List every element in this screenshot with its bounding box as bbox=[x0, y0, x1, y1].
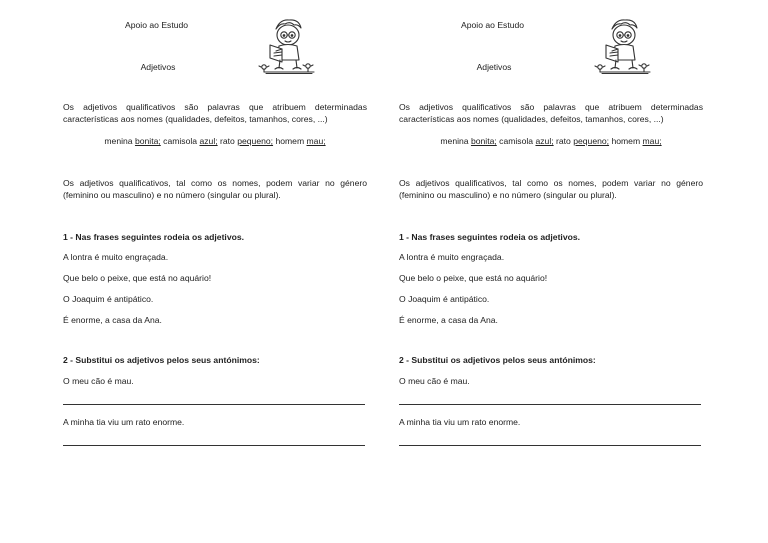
exercise-1-sentence: A lontra é muito engraçada. bbox=[63, 252, 169, 262]
intro-paragraph: Os adjetivos qualificativos são palavras que atribuem determinadas características aos nomes (qualidades, defeitos, tamanhos, cores, ...) bbox=[399, 102, 703, 124]
worksheet-left bbox=[63, 0, 369, 543]
example-noun: camisola bbox=[163, 136, 198, 146]
exercise-1-sentence: O Joaquim é antipático. bbox=[63, 294, 154, 304]
exercise-2-title: 2 - Substitui os adjetivos pelos seus antónimos: bbox=[63, 355, 260, 365]
examples-line bbox=[399, 135, 703, 147]
worksheet-topic: Adjetivos bbox=[140, 62, 176, 72]
example-adjective: mau; bbox=[306, 136, 326, 146]
example-noun: rato bbox=[556, 136, 571, 146]
exercise-1-sentence: O Joaquim é antipático. bbox=[399, 294, 490, 304]
exercise-2-sentence: A minha tia viu um rato enorme. bbox=[399, 417, 521, 427]
example-adjective: pequeno; bbox=[573, 136, 610, 146]
examples-line bbox=[63, 135, 367, 147]
reading-boy-icon bbox=[592, 15, 654, 77]
answer-line[interactable] bbox=[63, 445, 365, 446]
exercise-1-title: 1 - Nas frases seguintes rodeia os adjetivos. bbox=[63, 232, 245, 242]
variation-paragraph: Os adjetivos qualificativos, tal como os nomes, podem variar no género (feminino ou masculino) e no número (singular ou plural). bbox=[63, 178, 367, 200]
example-adjective: azul; bbox=[535, 136, 554, 146]
exercise-1-sentence: Que belo o peixe, que está no aquário! bbox=[399, 273, 548, 283]
exercise-2-title: 2 - Substitui os adjetivos pelos seus antónimos: bbox=[399, 355, 596, 365]
worksheet-topic: Adjetivos bbox=[476, 62, 512, 72]
exercise-2-sentence: O meu cão é mau. bbox=[399, 376, 470, 386]
exercise-2-sentence: A minha tia viu um rato enorme. bbox=[63, 417, 185, 427]
exercise-1-sentence: É enorme, a casa da Ana. bbox=[63, 315, 162, 325]
answer-line[interactable] bbox=[63, 404, 365, 405]
worksheet-right bbox=[399, 0, 705, 543]
variation-paragraph: Os adjetivos qualificativos, tal como os nomes, podem variar no género (feminino ou masculino) e no número (singular ou plural). bbox=[399, 178, 703, 200]
exercise-1-title: 1 - Nas frases seguintes rodeia os adjetivos. bbox=[399, 232, 581, 242]
example-noun: menina bbox=[440, 136, 469, 146]
exercise-2-sentence: O meu cão é mau. bbox=[63, 376, 134, 386]
example-noun: rato bbox=[220, 136, 235, 146]
worksheet-header: Apoio ao Estudo bbox=[461, 20, 525, 30]
example-noun: camisola bbox=[499, 136, 534, 146]
example-noun: homem bbox=[611, 136, 641, 146]
answer-line[interactable] bbox=[399, 445, 701, 446]
example-adjective: pequeno; bbox=[237, 136, 274, 146]
example-adjective: bonita; bbox=[470, 136, 497, 146]
example-noun: menina bbox=[104, 136, 133, 146]
answer-line[interactable] bbox=[399, 404, 701, 405]
exercise-1-sentence: É enorme, a casa da Ana. bbox=[399, 315, 498, 325]
reading-boy-icon bbox=[256, 15, 318, 77]
worksheet-header: Apoio ao Estudo bbox=[125, 20, 189, 30]
example-noun: homem bbox=[275, 136, 305, 146]
intro-paragraph: Os adjetivos qualificativos são palavras que atribuem determinadas características aos nomes (qualidades, defeitos, tamanhos, cores, ...) bbox=[63, 102, 367, 124]
exercise-1-sentence: Que belo o peixe, que está no aquário! bbox=[63, 273, 212, 283]
example-adjective: bonita; bbox=[134, 136, 161, 146]
exercise-1-sentence: A lontra é muito engraçada. bbox=[399, 252, 505, 262]
example-adjective: azul; bbox=[199, 136, 218, 146]
example-adjective: mau; bbox=[642, 136, 662, 146]
